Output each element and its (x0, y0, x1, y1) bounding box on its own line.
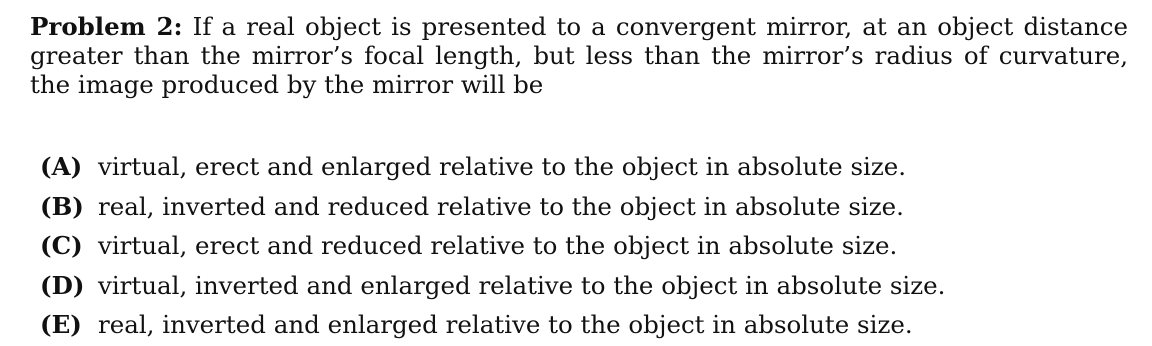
choice-c (40, 226, 1130, 266)
choice-letter: (B) (40, 191, 84, 221)
problem-label: Problem 2: (30, 12, 183, 41)
choice-text: virtual, inverted and enlarged relative to the object in absolute size. (98, 270, 946, 300)
choice-text: virtual, erect and enlarged relative to the object in absolute size. (98, 152, 907, 181)
choice-d (40, 266, 1130, 306)
choice-b (40, 187, 1130, 227)
answer-choices (40, 147, 1130, 345)
choice-letter: (E) (40, 310, 82, 339)
problem-statement (30, 12, 1128, 99)
choice-letter: (C) (40, 231, 83, 260)
problem-text: If a real object is presented to a convergent mirror, at an object distance greater than the mirror’s focal length, but less than the mirror’s radius of curvature, the image produced by the mirror will be (30, 12, 1128, 99)
choice-text: real, inverted and enlarged relative to the object in absolute size. (98, 310, 913, 339)
choice-text: virtual, erect and reduced relative to the object in absolute size. (98, 231, 898, 260)
choice-a (40, 147, 1130, 187)
choice-e (40, 305, 1130, 345)
choice-text: real, inverted and reduced relative to the object in absolute size. (98, 191, 904, 221)
choice-letter: (A) (40, 152, 83, 181)
choice-letter: (D) (40, 270, 85, 300)
